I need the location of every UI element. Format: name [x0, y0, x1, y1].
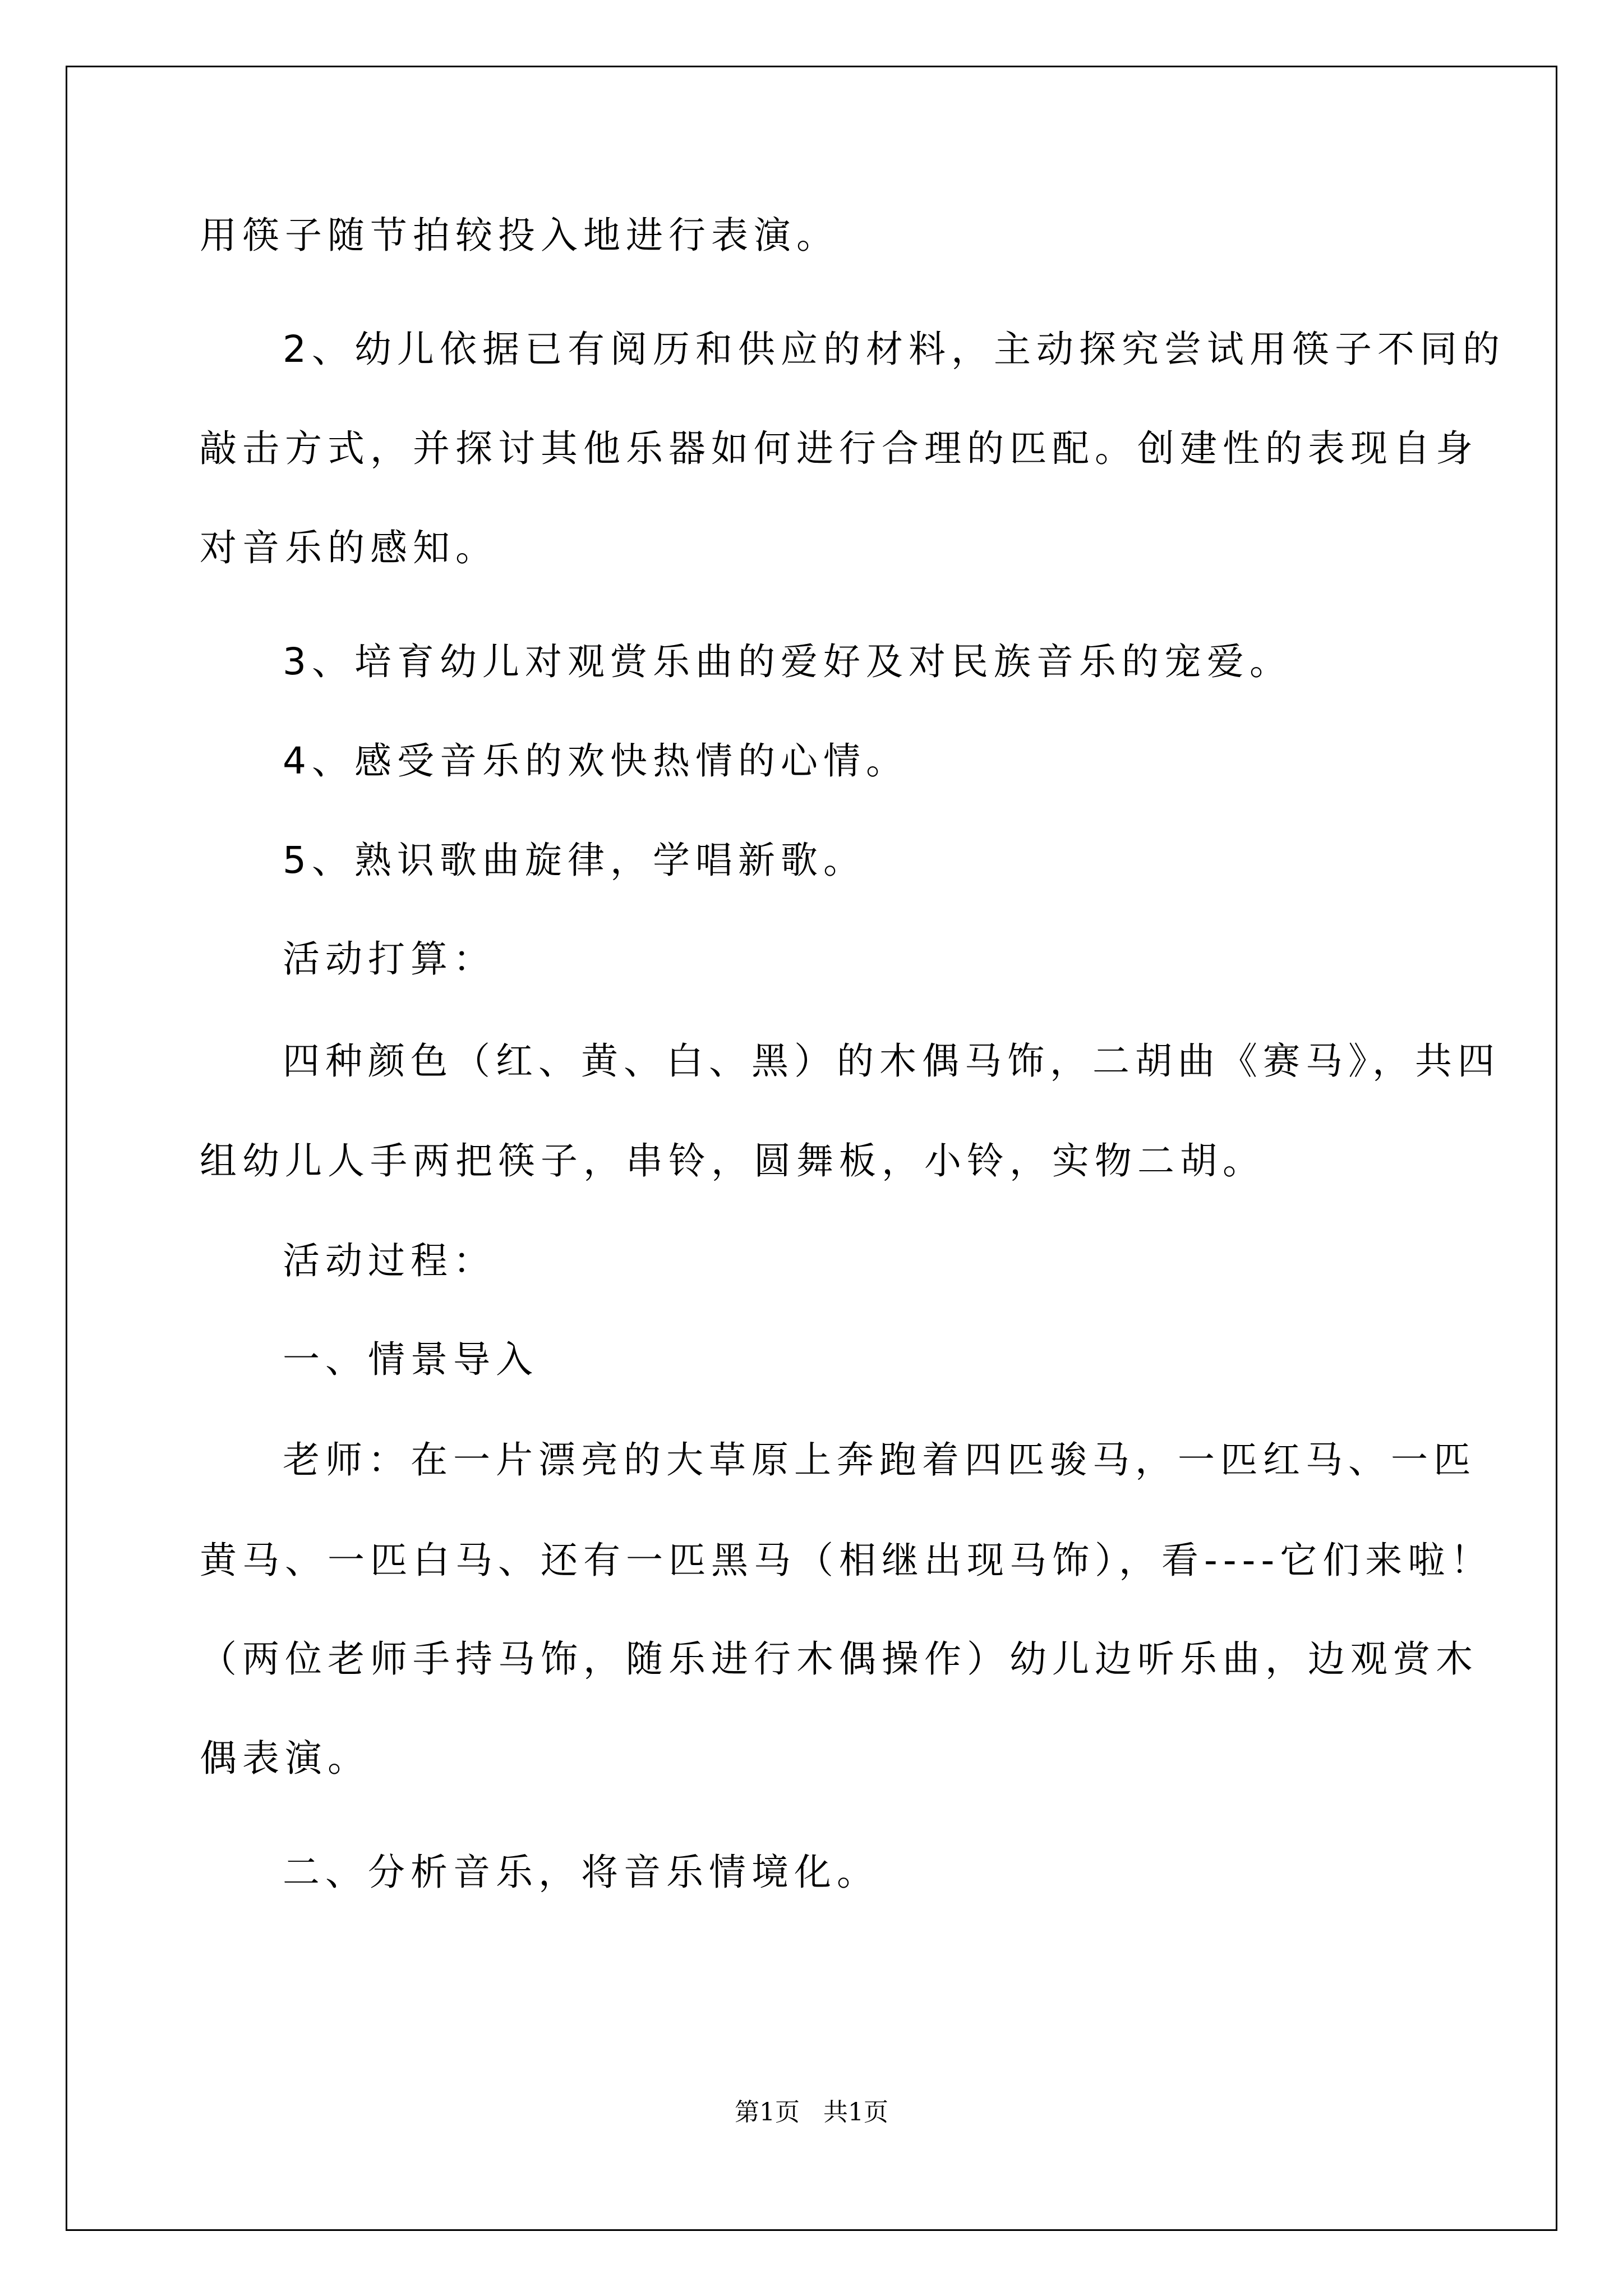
text-line: （两位老师手持马饰，随乐进行木偶操作）幼儿边听乐曲，边观赏木: [200, 1637, 1478, 1681]
text-line: 偶表演。: [200, 1737, 370, 1780]
text-line: 3、培育幼儿对观赏乐曲的爱好及对民族音乐的宠爱。: [283, 640, 1292, 683]
text-line: 敲击方式，并探讨其他乐器如何进行合理的匹配。创建性的表现自身: [200, 427, 1478, 470]
text-line: 黄马、一匹白马、还有一匹黑马（相继出现马饰），看----它们来啦！: [200, 1539, 1493, 1582]
text-line: 老师：在一片漂亮的大草原上奔跑着四匹骏马，一匹红马、一匹: [283, 1438, 1476, 1481]
text-line: 5、熟识歌曲旋律，学唱新歌。: [283, 839, 866, 882]
text-line: 组幼儿人手两把筷子，串铃，圆舞板，小铃，实物二胡。: [200, 1139, 1265, 1182]
text-line: 四种颜色（红、黄、白、黑）的木偶马饰，二胡曲《赛马》，共四: [283, 1039, 1500, 1083]
page-number-footer: 第1页 共1页: [735, 2098, 888, 2127]
text-line: 用筷子随节拍较投入地进行表演。: [200, 214, 839, 257]
section-heading: 一、情景导入: [283, 1338, 538, 1381]
section-heading: 活动过程：: [283, 1239, 496, 1282]
text-line: 2、幼儿依据已有阅历和供应的材料，主动探究尝试用筷子不同的: [283, 328, 1505, 371]
text-line: 对音乐的感知。: [200, 526, 498, 569]
section-heading: 二、分析音乐，将音乐情境化。: [283, 1851, 879, 1894]
section-heading: 活动打算：: [283, 937, 496, 981]
text-line: 4、感受音乐的欢快热情的心情。: [283, 739, 909, 783]
